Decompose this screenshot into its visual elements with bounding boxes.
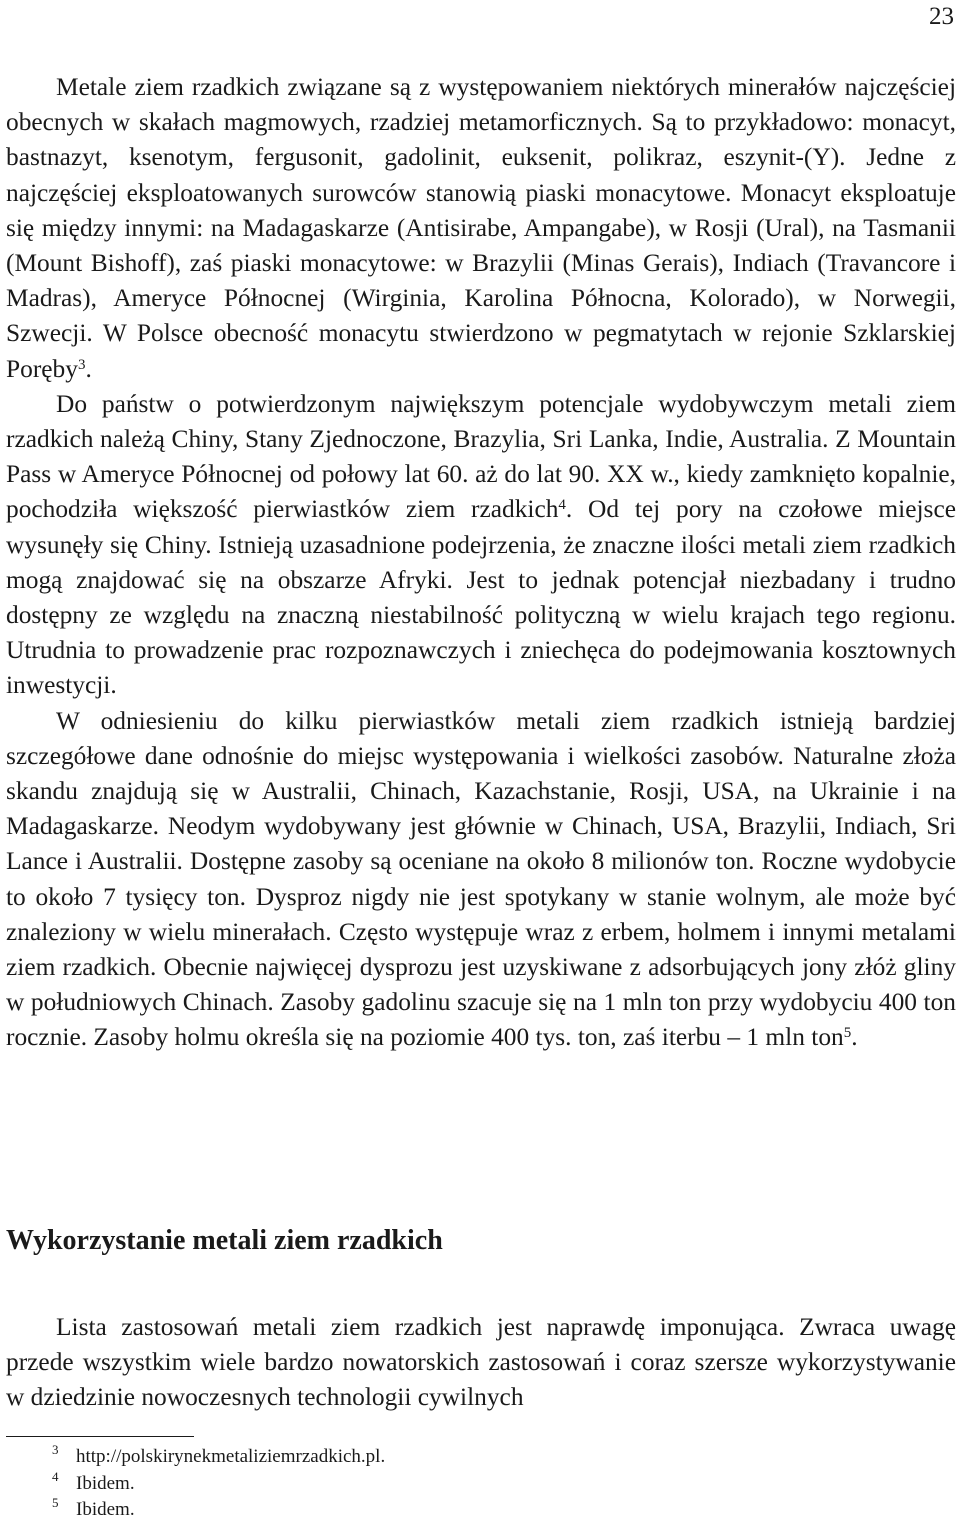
footnote-text: Ibidem. [76,1499,135,1520]
paragraph-countries [6,387,956,704]
footnote-text: Ibidem. [76,1472,135,1494]
section-body [6,1310,956,1416]
paragraph-text: . [851,1023,858,1052]
footnote-4: 4 Ibidem. [52,1468,135,1494]
footnote-5: 5 Ibidem. [52,1495,135,1520]
footnote-ref-3[interactable]: 3 [77,356,86,373]
footnote-ref-4[interactable]: 4 [558,497,566,514]
paragraph-text: Do państw o potwierdzonym największym potencjale wydobywczym metali ziem rzadkich należą Chiny, Stany Zjednoczone, Brazylia, Sri Lanka, Indie, Australia. Z Mountain Pass w Ameryce Północnej od połowy lat 60. aż do lat 90. XX w., kiedy zamknięto kopalnie, pochodziła większość pierwiastków ziem rzadkich [6,389,956,524]
footnote-ref-5[interactable]: 5 [843,1025,852,1042]
body-text [6,70,956,1056]
paragraph-text: . Od tej pory na czołowe miejsce wysunęły się Chiny. Istnieją uzasadnione podejrzenia, że znaczne ilości metali ziem rzadkich mogą znajdować się na obszarze Afryki. Jest to jednak potencjał niezbadany i trudno dostępny ze względu na znaczną niestabilność polityczną w wielu krajach tego regionu. Utrudnia to prowadzenie prac rozpoznawczych i zniechęca do podejmowania kosztownych inwestycji. [6,495,956,700]
page-number: 23 [929,3,954,30]
paragraph-text: . [85,354,92,383]
paragraph-text: Metale ziem rzadkich związane są z występowaniem niektórych minerałów najczęściej obecnych w skałach magmowych, rzadziej metamorficznych. Są to przykładowo: monacyt, bastnazyt, ksenotym, fergusonit, gadolinit, euksenit, polikraz, eszynit-(Y). Jedne z najczęściej eksploatowanych surowców stanowią piaski monacytowe. Monacyt eksploatuje się między innymi: na Madagaskarze (Antisirabe, Ampangabe), w Rosji (Ural), na Tasmanii (Mount Bishoff), zaś piaski monacytowe: w Brazylii (Minas Gerais), Indiach (Travancore i Madras), Ameryce Północnej (Wirginia, Karolina Północna, Kolorado), w Norwegii, Szwecji. W Polsce obecność monacytu stwierdzono w pegmatytach w rejonie Szklarskiej Poręby [6,73,956,383]
paragraph-applications: Lista zastosowań metali ziem rzadkich jest naprawdę imponująca. Zwraca uwagę przede wszystkim wiele bardzo nowatorskich zastosowań i coraz szersze wykorzystywanie w dziedzinie nowoczesnych technologii cywilnych [6,1313,956,1412]
footnote-3: 3 http://polskirynekmetaliziemrzadkich.pl. [52,1442,386,1467]
footnote-separator [6,1436,194,1437]
paragraph-minerals [6,70,956,387]
footnote-link[interactable]: http://polskirynekmetaliziemrzadkich.pl. [76,1446,386,1467]
paragraph-elements [6,704,956,1056]
section-heading: Wykorzystanie metali ziem rzadkich [6,1225,443,1256]
paragraph-text: W odniesieniu do kilku pierwiastków metali ziem rzadkich istnieją bardziej szczegółowe dane odnośnie do miejsc występowania i wielkości zasobów. Naturalne złoża skandu znajdują się w Australii, Chinach, Kazachstanie, Rosji, USA, na Ukrainie i na Madagaskarze. Neodym wydobywany jest głównie w Chinach, USA, Brazylii, Indiach, Sri Lance i Australii. Dostępne zasoby są oceniane na około 8 milionów ton. Roczne wydobycie to około 7 tysięcy ton. Dysproz nigdy nie jest spotykany w stanie wolnym, ale może być znaleziony w wielu minerałach. Często występuje wraz z erbem, holmem i innymi metalami ziem rzadkich. Obecnie najwięcej dysprozu jest uzyskiwane z adsorbujących jony złóż gliny w południowych Chinach. Zasoby gadolinu szacuje się na 1 mln ton przy wydobyciu 400 ton rocznie. Zasoby holmu określa się na poziomie 400 tys. ton, zaś iterbu – 1 mln ton [6,706,956,1052]
footnotes [52,1444,932,1524]
